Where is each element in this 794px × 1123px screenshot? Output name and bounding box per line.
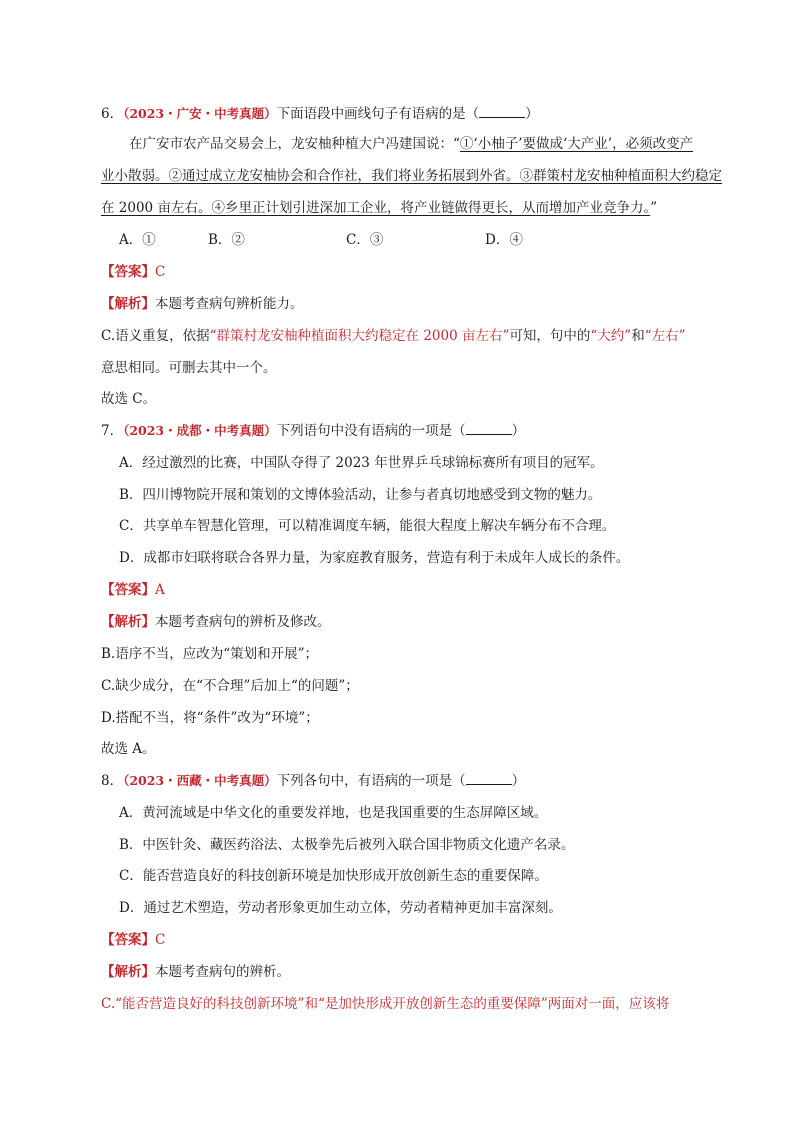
q8-option-c: C．能否营造良好的科技创新环境是加快形成开放创新生态的重要保障。 [119, 868, 548, 884]
q7-option-c: C．共享单车智慧化管理，可以精准调度车辆，能很大程度上解决车辆分布不合理。 [119, 518, 616, 534]
q8-option-b: B．中医针灸、藏医药浴法、太极拳先后被列入联合国非物质文化遗产名录。 [119, 837, 575, 853]
q6-analysis: 【解析】本题考查病句辨析能力。 [101, 296, 304, 312]
q6-stem-text: 下面语段中画线句子有语病的是（ [276, 106, 480, 122]
answer-label: 【答案】 [101, 932, 155, 948]
q6-conclusion: 故选 C。 [101, 391, 157, 407]
answer-value: A [155, 582, 165, 598]
q7-option-a: A．经过激烈的比赛，中国队夺得了 2023 年世界乒乓球锦标赛所有项目的冠军。 [119, 455, 604, 471]
q7-stem-text: 下列语句中没有语病的一项是（ [276, 423, 466, 439]
analysis-label: 【解析】 [101, 296, 155, 312]
q6-source: （2023・广安・中考真题） [123, 106, 277, 121]
q8-analysis: 【解析】本题考查病句的辨析。 [101, 964, 290, 980]
q6-passage-line-3: 在 2000 亩左右。④乡里正计划引进深加工企业，将产业链做得更长，从而增加产业竞争力。” [101, 200, 658, 216]
q8-stem-text: 下列各句中，有语病的一项是（ [276, 773, 466, 789]
answer-value: C [155, 932, 166, 948]
analysis-label: 【解析】 [101, 964, 155, 980]
q7-analysis: 【解析】本题考查病句的辨析及修改。 [101, 614, 331, 630]
q8-source: （2023・西藏・中考真题） [123, 773, 277, 788]
answer-label: 【答案】 [101, 264, 155, 280]
q8-detail: C.“能否营造良好的科技创新环境”和“是加快形成开放创新生态的重要保障”两面对一面，应该将 [101, 996, 670, 1012]
q8-option-a: A．黄河流域是中华文化的重要发祥地，也是我国重要的生态屏障区域。 [119, 805, 548, 821]
q6-options [0, 230, 794, 250]
q6-option-a: A．① [119, 232, 156, 248]
q7-detail-b: B.语序不当，应改为“策划和开展”； [101, 646, 319, 662]
q7-detail-d: D.搭配不当，将“条件”改为“环境”； [101, 710, 319, 726]
q6-answer [101, 262, 165, 282]
q6-option-d: D．④ [485, 232, 523, 248]
q7-answer [101, 580, 165, 600]
q7-option-d: D．成都市妇联将联合各界力量，为家庭教育服务，营造有利于未成年人成长的条件。 [119, 550, 630, 566]
q6-detail-2: 意思相同。可删去其中一个。 [101, 360, 277, 376]
q8-answer-blank [466, 770, 512, 785]
q6-passage-line-1: 在广安市农产品交易会上，龙安柚种植大户冯建国说：“①‘小柚子’要做成‘大产业’，必须改变产 [129, 136, 694, 152]
q6-stem: 6．（2023・广安・中考真题）下面语段中画线句子有语病的是（ ） [101, 103, 539, 124]
q6-answer-blank [479, 103, 525, 118]
q8-option-d: D．通过艺术塑造，劳动者形象更加生动立体，劳动者精神更加丰富深刻。 [119, 900, 562, 916]
q8-number: 8． [101, 773, 124, 789]
q6-number: 6． [101, 106, 124, 122]
answer-value: C [155, 264, 166, 280]
q7-source: （2023・成都・中考真题） [123, 423, 277, 438]
q8-answer [101, 930, 165, 950]
q7-option-b: B．四川博物院开展和策划的文博体验活动，让参与者真切地感受到文物的魅力。 [119, 487, 602, 503]
q7-detail-c: C.缺少成分，在“不合理”后加上“的问题”； [101, 678, 359, 694]
q7-answer-blank [466, 420, 512, 435]
q6-option-b: B．② [208, 232, 245, 248]
q7-stem: 7．（2023・成都・中考真题）下列语句中没有语病的一项是（ ） [101, 420, 525, 441]
q7-number: 7． [101, 423, 124, 439]
q6-detail: C.语义重复，依据“群策村龙安柚种植面积大约稳定在 2000 亩左右”可知，句中的“大约”和“左右” [101, 328, 686, 344]
analysis-label: 【解析】 [101, 614, 155, 630]
q7-conclusion: 故选 A。 [101, 741, 156, 757]
answer-label: 【答案】 [101, 582, 155, 598]
q8-stem: 8．（2023・西藏・中考真题）下列各句中，有语病的一项是（ ） [101, 770, 525, 791]
q6-passage-line-2: 业小散弱。②通过成立龙安柚协会和合作社，我们将业务拓展到外省。③群策村龙安柚种植面积大约稳定 [101, 168, 722, 184]
q6-option-c: C．③ [346, 232, 384, 248]
